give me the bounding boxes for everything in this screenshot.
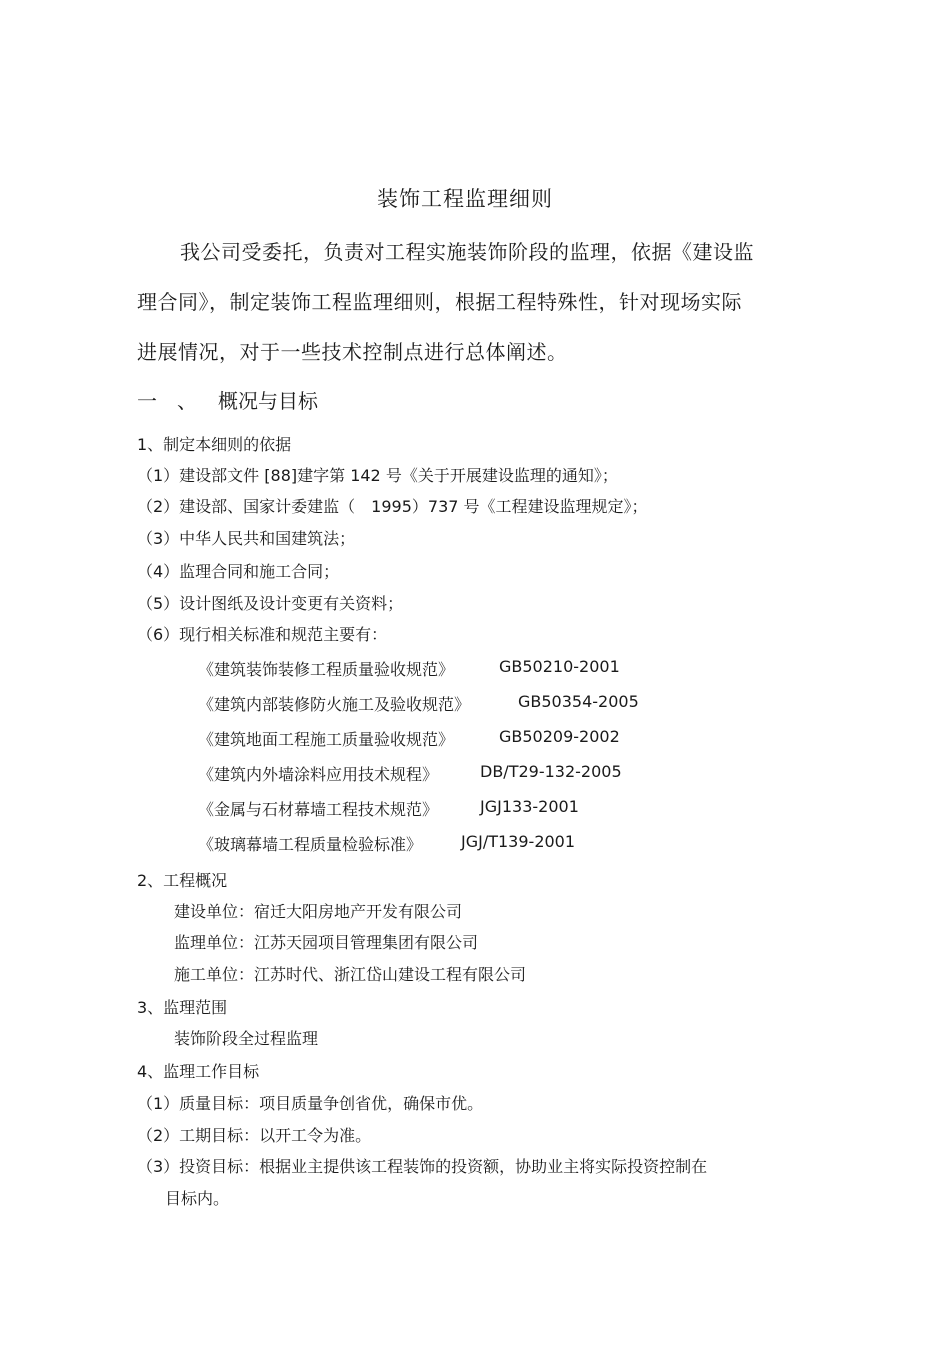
section-number: 一 、 bbox=[137, 389, 197, 413]
standard-code: GB50354-2005 bbox=[518, 692, 639, 711]
item4-line-2: （2）工期目标：以开工令为准。 bbox=[137, 1126, 372, 1145]
item2-line-2: 监理单位：江苏天园项目管理集团有限公司 bbox=[174, 933, 479, 952]
item1-line-3: （3）中华人民共和国建筑法； bbox=[137, 529, 356, 548]
standard-name: 《金属与石材幕墙工程技术规范》 bbox=[198, 800, 439, 819]
item1-line-2: （2）建设部、国家计委建监（ 1995）737 号《工程建设监理规定》； bbox=[137, 497, 648, 516]
standard-name: 《玻璃幕墙工程质量检验标准》 bbox=[198, 835, 423, 854]
standard-name: 《建筑内部装修防火施工及验收规范》 bbox=[198, 695, 471, 714]
document-title: 装饰工程监理细则 bbox=[377, 187, 553, 211]
item3-line-1: 装饰阶段全过程监理 bbox=[174, 1029, 319, 1048]
item1-line-6: （6）现行相关标准和规范主要有： bbox=[137, 625, 388, 644]
section-title: 概况与目标 bbox=[218, 389, 318, 413]
standard-code: JGJ/T139-2001 bbox=[461, 832, 576, 851]
intro-line-3: 进展情况，对于一些技术控制点进行总体阐述。 bbox=[137, 340, 568, 364]
standard-code: JGJ133-2001 bbox=[480, 797, 579, 816]
standard-name: 《建筑装饰装修工程质量验收规范》 bbox=[198, 660, 455, 679]
item1-heading: 1、制定本细则的依据 bbox=[137, 435, 292, 454]
standard-name: 《建筑地面工程施工质量验收规范》 bbox=[198, 730, 455, 749]
item4-line-3: （3）投资目标：根据业主提供该工程装饰的投资额，协助业主将实际投资控制在 bbox=[137, 1157, 708, 1176]
item4-line-4: 目标内。 bbox=[165, 1189, 230, 1208]
item2-line-3: 施工单位：江苏时代、浙江岱山建设工程有限公司 bbox=[174, 965, 527, 984]
intro-line-1: 我公司受委托，负责对工程实施装饰阶段的监理，依据《建设监 bbox=[180, 240, 754, 264]
item4-line-1: （1）质量目标：项目质量争创省优，确保市优。 bbox=[137, 1094, 484, 1113]
item1-line-4: （4）监理合同和施工合同； bbox=[137, 562, 340, 581]
item4-heading: 4、监理工作目标 bbox=[137, 1062, 260, 1081]
item2-line-1: 建设单位：宿迁大阳房地产开发有限公司 bbox=[174, 902, 463, 921]
standard-code: DB/T29-132-2005 bbox=[480, 762, 622, 781]
item1-line-1: （1）建设部文件 [88]建字第 142 号《关于开展建设监理的通知》； bbox=[137, 466, 618, 485]
standard-code: GB50210-2001 bbox=[499, 657, 620, 676]
item2-heading: 2、工程概况 bbox=[137, 871, 228, 890]
standard-name: 《建筑内外墙涂料应用技术规程》 bbox=[198, 765, 439, 784]
item3-heading: 3、监理范围 bbox=[137, 998, 228, 1017]
item1-line-5: （5）设计图纸及设计变更有关资料； bbox=[137, 594, 404, 613]
standard-code: GB50209-2002 bbox=[499, 727, 620, 746]
intro-line-2: 理合同》，制定装饰工程监理细则，根据工程特殊性，针对现场实际 bbox=[137, 290, 742, 314]
